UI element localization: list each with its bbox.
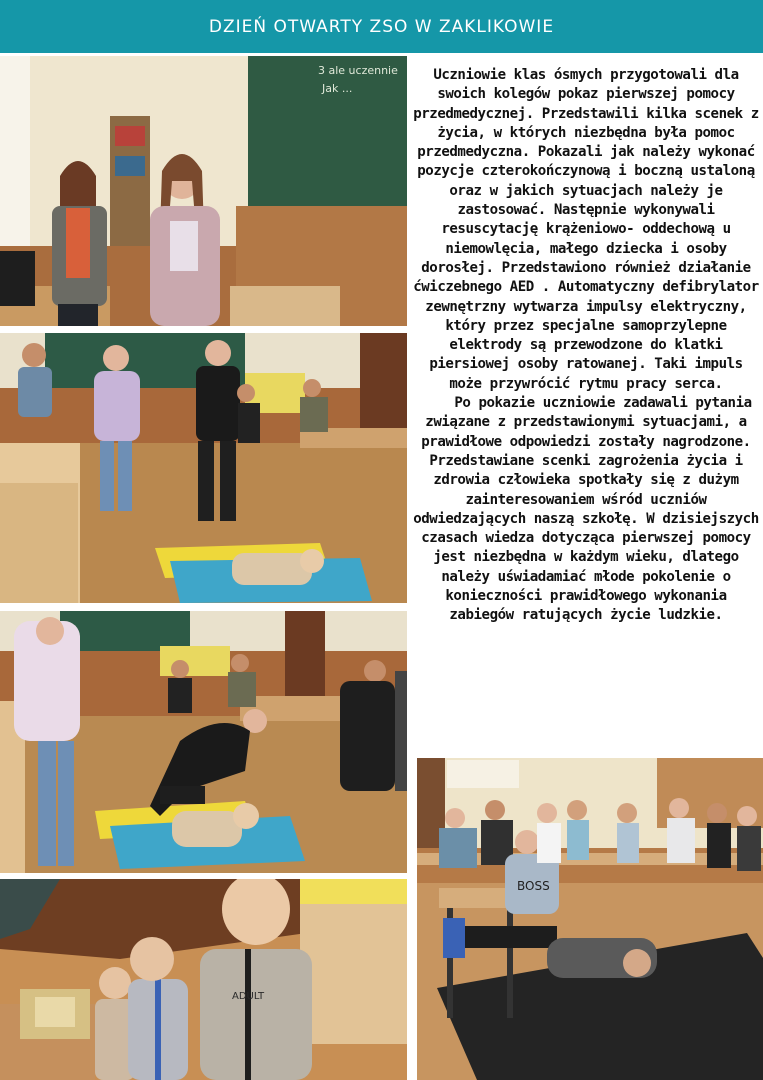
photo-recovery-position-demo — [417, 758, 763, 1080]
article-paragraph: Uczniowie klas ósmych przygotowali dla swoich kolegów pokaz pierwszej pomocy przedmedycznej. Przedstawili kilka scenek z życia, w których niezbędna była pomoc przedmedyczna. Pokazali jak należy wykonać pozycje czterokończynową i boczną ustaloną oraz w jakich sytuacjach należy je zastosować. Następnie wykonywali resuscytację krążeniowo- oddechową u niemowlęcia, małego dziecka i osoby dorosłej. Przedstawiono również działanie ćwiczebnego AED . Automatyczny defibrylator zewnętrzny wytwarza impulsy elektryczny, który przez specjalne samoprzylepne elektrody są przewodzone do klatki piersiowej osoby ratowanej. Taki impuls może przywrócić rytmu pracy serca. — [413, 67, 759, 392]
photo-first-aid-demo-standing — [0, 333, 407, 603]
article-text — [411, 66, 761, 626]
page-header — [0, 0, 763, 53]
mannequin-label: ADULT — [232, 991, 265, 1002]
chalkboard-text-1: 3 ale uczennie — [318, 64, 398, 77]
article-paragraph: Po pokazie uczniowie zadawali pytania związane z przedstawionymi sytuacjami, a prawidłowe odpowiedzi zostały nagrodzone. — [421, 395, 752, 450]
chalkboard-text-2: Jak ... — [322, 82, 353, 95]
photo-classroom-chalkboard — [0, 56, 407, 326]
shirt-text: BOSS — [517, 879, 550, 893]
page-title: DZIEŃ OTWARTY ZSO W ZAKLIKOWIE — [208, 16, 555, 37]
photo-cpr-on-mannequin — [0, 611, 407, 873]
photo-training-mannequins — [0, 879, 407, 1080]
article-paragraph: Przedstawiane scenki zagrożenia życia i zdrowia człowieka spotkały się z dużym zainteresowaniem wśród uczniów odwiedzających naszą szkołę. W dzisiejszych czasach wiedza dotycząca pierwszej pomocy jest niezbędna w każdym wieku, dlatego należy uświadamiać młode pokolenie o konieczności prawidłowego wykonania zabiegów ratujących życie ludzkie. — [413, 452, 759, 624]
